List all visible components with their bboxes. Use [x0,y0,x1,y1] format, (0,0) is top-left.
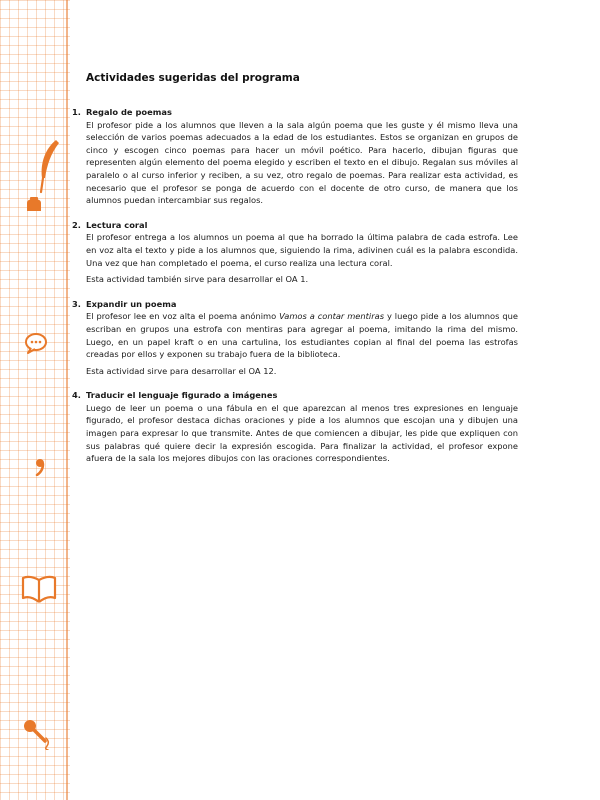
activity-title: Expandir un poema [86,298,177,309]
paragraph-text: y luego pide a los alumnos que escriban en grupos una estrofa con mentiras para agregar al poema, imitando la rima del mismo. Luego, en un papel kraft o en una cartulina, los estudiantes copian al final del poema las estrofas creadas por ellos y exponen su trabajo fuera de la biblioteca. [86,311,518,360]
document-body [72,72,518,477]
activity-number: 3. [72,298,81,309]
activity-paragraph: El profesor pide a los alumnos que lleven a la sala algún poema que les guste y él mismo lleva una selección de varios poemas adecuados a la edad de los estudiantes. Estos se organizan en grupos de cinco y escogen cinco poemas para hacer un móvil poético. Para hacerlo, dibujan figuras que representen algún elemento del poema elegido y escriben el texto en el dibujo. Regalan sus móviles al paralelo o al curso inferior y reciben, a su vez, otro regalo de poemas. Para realizar esta actividad, es necesario que el profesor se ponga de acuerdo con el docente de otro curso, de manera que los alumnos puedan intercambiar sus regalos. [86,119,518,206]
activity-paragraph [86,310,518,360]
activity-title: Lectura coral [86,219,148,230]
paragraph-text: El profesor lee en voz alta el poema anónimo [86,311,280,322]
activity-note: Esta actividad sirve para desarrollar el OA 12. [86,365,277,376]
quill-icon [34,138,64,196]
activity-number: 2. [72,219,81,230]
activity-number: 4. [72,390,81,401]
ink-pot-icon [24,196,44,214]
activity-paragraph: Luego de leer un poema o una fábula en el que aparezcan al menos tres expresiones en lenguaje figurado, el profesor destaca dichas oraciones y pide a los alumnos que escojan una y dibujen una imagen para expresar lo que transmite. Antes de que comiencen a dibujar, les pide que expliquen con sus palabras qué quiere decir la expresión escogida. Para finalizar la actividad, el profesor expone afuera de la sala los mejores dibujos con las oraciones correspondientes. [86,402,518,464]
activity-1 [72,106,518,207]
speech-bubble-icon [24,332,48,354]
activity-number: 1. [72,107,81,117]
section-title: Actividades sugeridas del programa [86,72,300,84]
activity-4 [72,389,518,465]
activity-2 [72,219,518,286]
poem-title: Vamos a contar mentiras [279,311,385,322]
activity-title: Traducir el lenguaje figurado a imágenes [86,390,278,401]
activity-note: Esta actividad también sirve para desarrollar el OA 1. [86,274,309,285]
margin-rule [66,0,68,800]
activity-3 [72,298,518,378]
comma-icon [34,458,46,476]
activity-paragraph: El profesor entrega a los alumnos un poema al que ha borrado la última palabra de cada estrofa. Lee en voz alta el texto y pide a los alumnos que, siguiendo la rima, adivinen cuál es la palabra escondida. Una vez que han completado el poema, el curso realiza una lectura coral. [86,232,518,268]
open-book-icon [20,574,58,604]
microphone-icon [20,716,54,750]
activity-title: Regalo de poemas [86,107,172,117]
grid-margin [0,0,70,800]
